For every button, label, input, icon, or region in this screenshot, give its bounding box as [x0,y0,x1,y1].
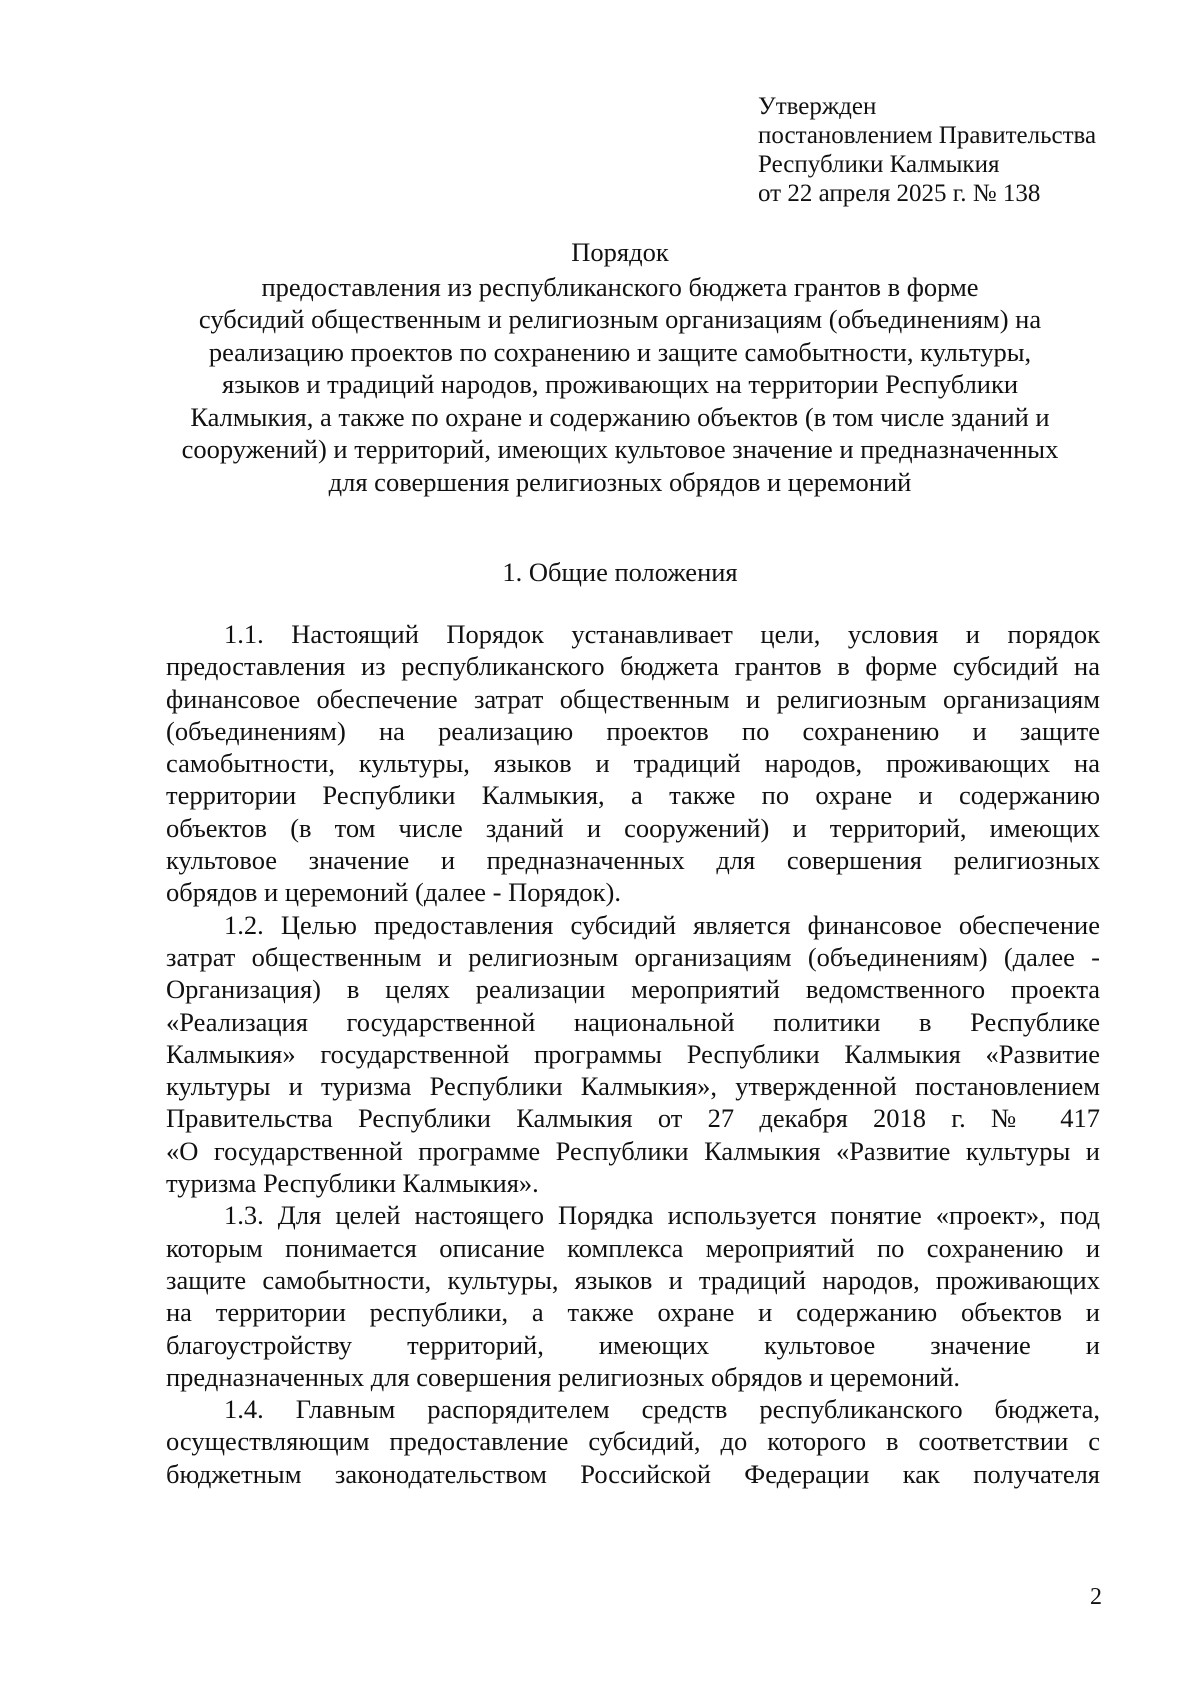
body-line: финансовое обеспечение затрат общественным и религиозным организациям [166,683,1100,714]
title-subtitle [150,271,1090,499]
body-line: осуществляющим предоставление субсидий, до которого в соответствии с [166,1426,1100,1457]
page-number: 2 [1090,1584,1102,1610]
approval-line: от 22 апреля 2025 г. № 138 [758,180,1041,207]
body-text [166,618,1100,1490]
body-line: культуры и туризма Республики Калмыкия», утвержденной постановлением [166,1071,1100,1102]
body-line: самобытности, культуры, языков и традиций народов, проживающих на [166,748,1100,779]
body-line: защите самобытности, культуры, языков и традиций народов, проживающих [166,1264,1100,1295]
subtitle-line: сооружений) и территорий, имеющих культовое значение и предназначенных [181,434,1059,464]
body-line: которым понимается описание комплекса мероприятий по сохранению и [166,1232,1100,1263]
body-line: 1.1. Настоящий Порядок устанавливает цели, условия и порядок [224,619,1100,649]
body-line: 1.3. Для целей настоящего Порядка используется понятие «проект», под [224,1200,1100,1231]
approval-stamp [758,92,1096,208]
document-title [150,236,1090,498]
subtitle-line: Калмыкия, а также по охране и содержанию объектов (в том числе зданий и [190,401,1050,432]
subtitle-line: реализацию проектов по сохранению и защите самобытности, культуры, [208,336,1032,367]
body-line: культовое значение и предназначенных для совершения религиозных [166,845,1100,876]
body-line: затрат общественным и религиозным организациям (объединениям) (далее - [166,941,1100,972]
body-line: предназначенных для совершения религиозных обрядов и церемоний. [166,1361,961,1392]
body-line: Правительства Республики Калмыкия от 27 декабря 2018 г. № 417 [166,1103,1100,1134]
approval-line: постановлением Правительства [758,122,1097,149]
body-line: туризма Республики Калмыкия». [166,1168,539,1199]
subtitle-line: для совершения религиозных обрядов и церемоний [328,466,912,497]
body-line: (объединениям) на реализацию проектов по сохранению и защите [166,715,1100,746]
approval-line: Утвержден [758,93,877,120]
subtitle-line: предоставления из республиканского бюджета грантов в форме [261,271,979,302]
body-line: Калмыкия» государственной программы Республики Калмыкия «Развитие [166,1038,1100,1069]
subtitle-line: языков и традиций народов, проживающих на территории Республики [221,369,1019,399]
body-line: Организация) в целях реализации мероприятий ведомственного проекта [166,974,1100,1005]
subtitle-line: субсидий общественным и религиозным организациям (объединениям) на [198,304,1042,334]
title-heading: Порядок [571,237,669,267]
body-line: обрядов и церемоний (далее - Порядок). [166,877,622,908]
body-line: на территории республики, а также охране и содержанию объектов и [166,1297,1100,1328]
body-line: 1.2. Целью предоставления субсидий является финансовое обеспечение [224,909,1100,940]
body-line: благоустройству территорий, имеющих культовое значение и [166,1329,1100,1360]
section-title: 1. Общие положения [502,557,738,587]
body-line: бюджетным законодательством Российской Федерации как получателя [166,1458,1100,1489]
body-line: предоставления из республиканского бюджета грантов в форме субсидий на [166,651,1100,682]
body-line: территории Республики Калмыкия, а также по охране и содержанию [166,780,1100,811]
body-line: «О государственной программе Республики Калмыкия «Развитие культуры и [166,1135,1100,1166]
body-line: 1.4. Главным распорядителем средств республиканского бюджета, [224,1394,1100,1425]
approval-line: Республики Калмыкия [758,151,1000,178]
body-line: «Реализация государственной национальной политики в Республике [166,1006,1100,1037]
body-line: объектов (в том числе зданий и сооружений) и территорий, имеющих [166,812,1100,843]
